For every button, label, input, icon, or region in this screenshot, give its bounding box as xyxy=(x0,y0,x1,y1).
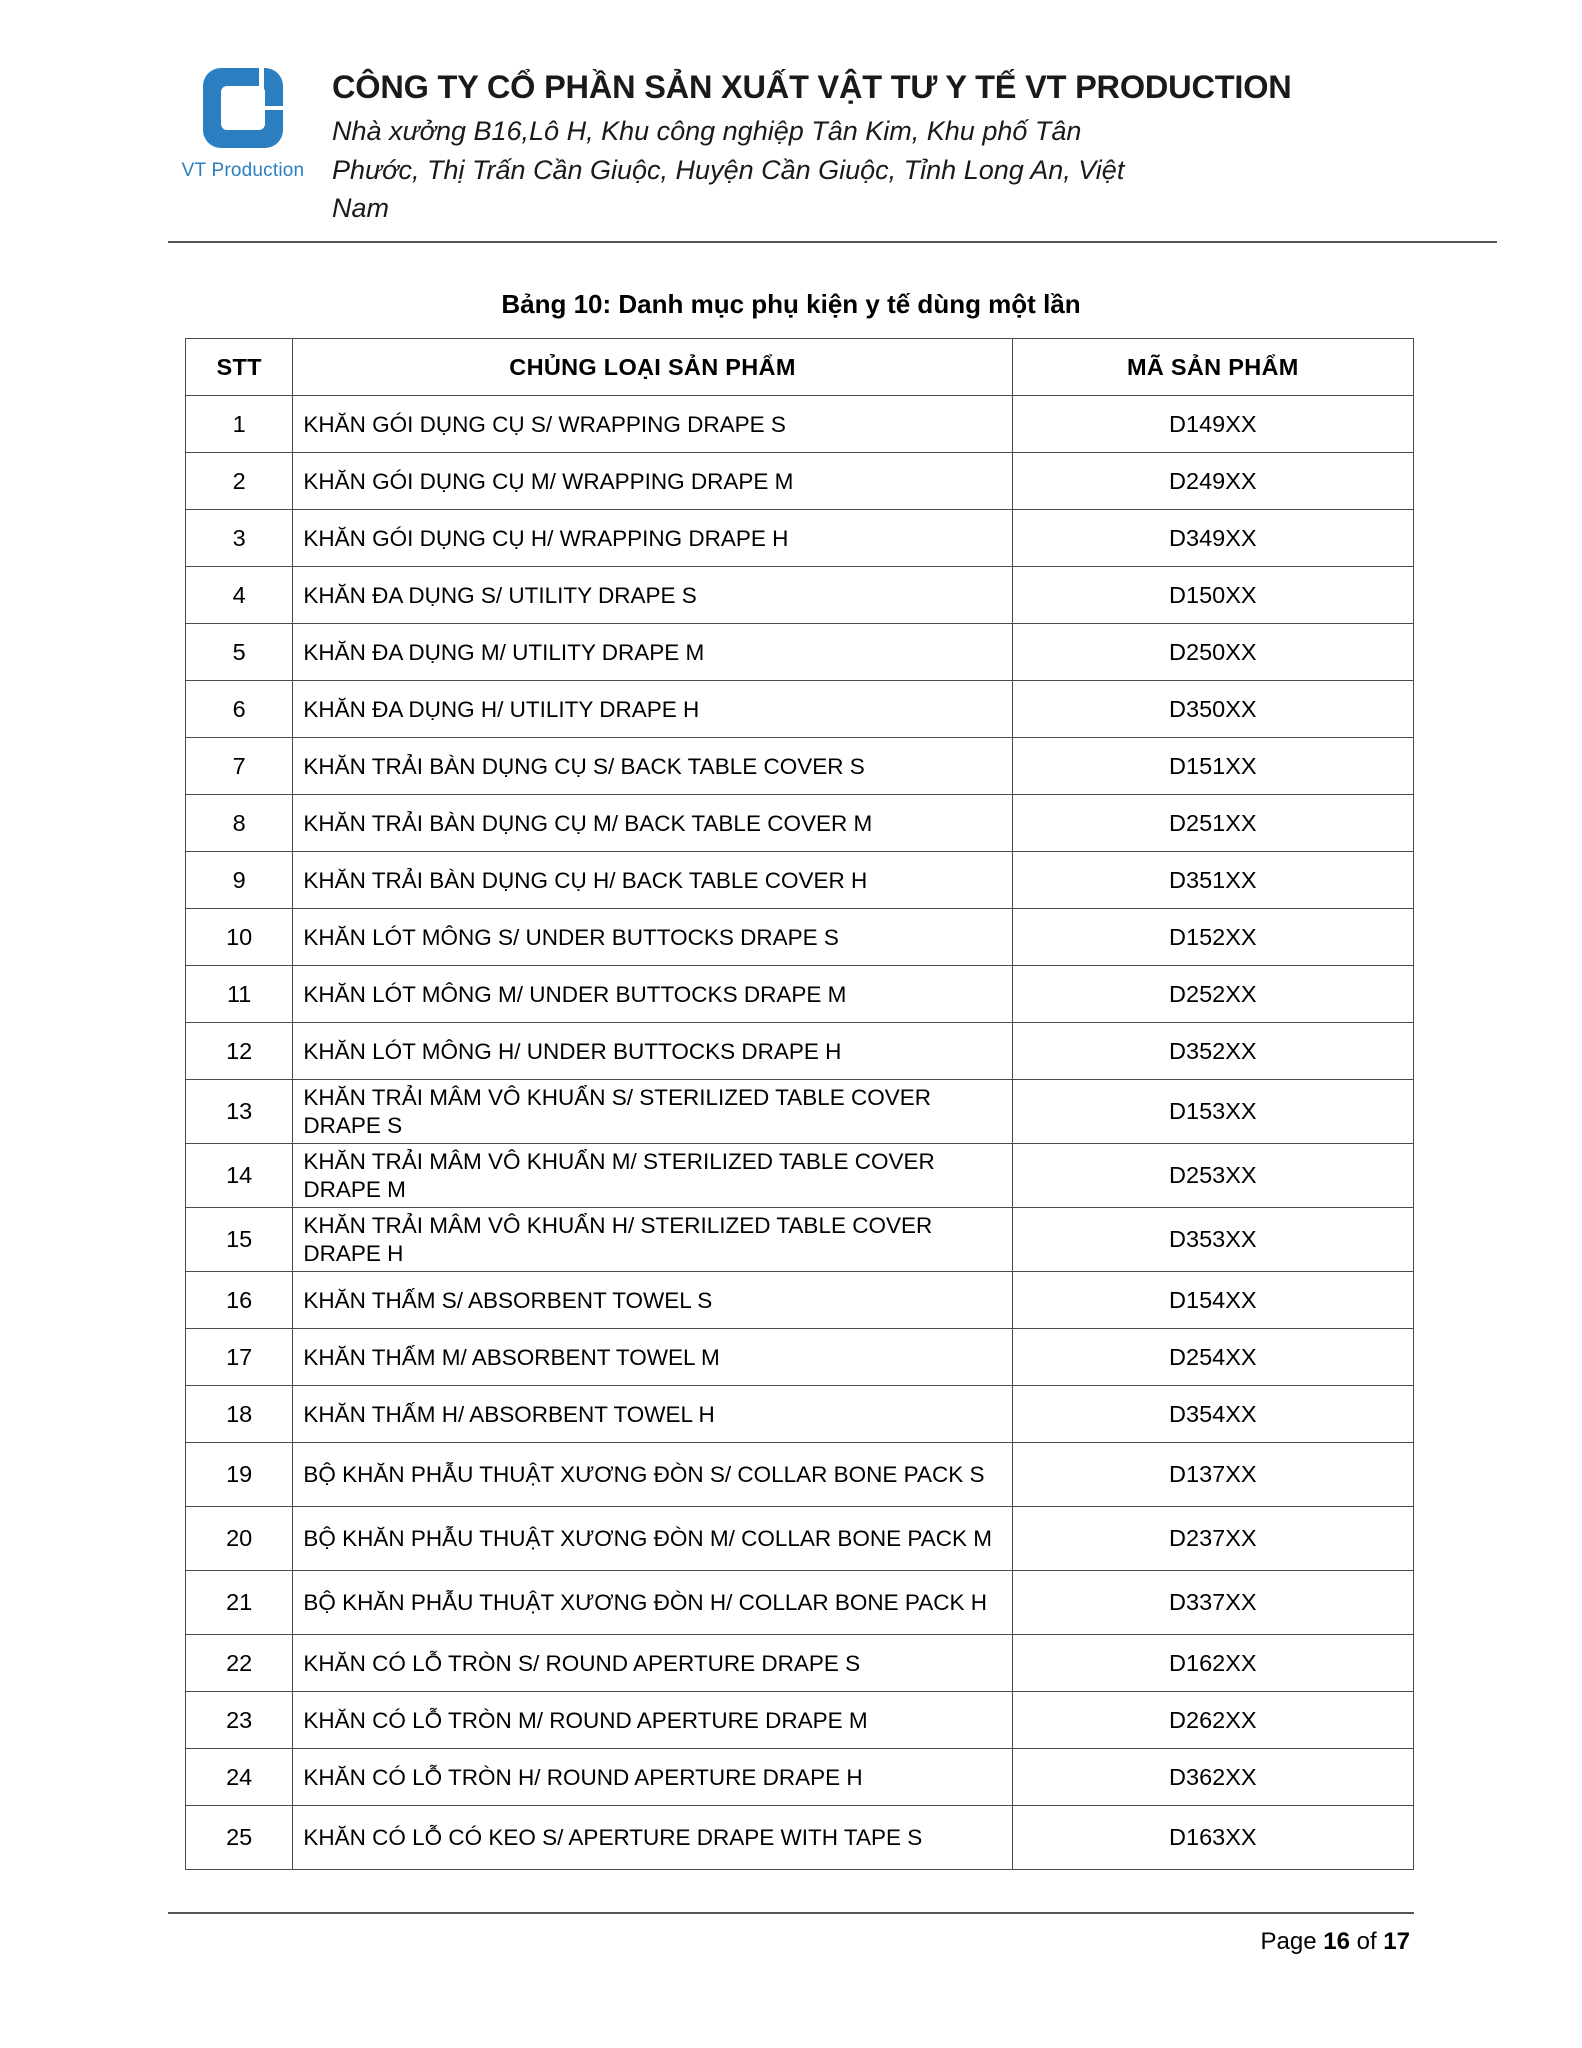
table-row xyxy=(186,1208,1414,1272)
cell-product-code: D237XX xyxy=(1012,1507,1413,1571)
table-row xyxy=(186,909,1414,966)
table-row xyxy=(186,567,1414,624)
cell-product-type: KHĂN LÓT MÔNG S/ UNDER BUTTOCKS DRAPE S xyxy=(293,909,1012,966)
table-row xyxy=(186,1144,1414,1208)
cell-product-code: D153XX xyxy=(1012,1080,1413,1144)
cell-stt: 10 xyxy=(186,909,293,966)
cell-stt: 2 xyxy=(186,453,293,510)
cell-product-type: KHĂN CÓ LỖ TRÒN H/ ROUND APERTURE DRAPE H xyxy=(293,1749,1012,1806)
cell-product-code: D252XX xyxy=(1012,966,1413,1023)
vt-production-logo-icon xyxy=(197,62,289,154)
cell-product-type: BỘ KHĂN PHẪU THUẬT XƯƠNG ĐÒN S/ COLLAR BONE PACK S xyxy=(293,1443,1012,1507)
table-row xyxy=(186,1692,1414,1749)
cell-product-type: KHĂN GÓI DỤNG CỤ S/ WRAPPING DRAPE S xyxy=(293,396,1012,453)
table-row xyxy=(186,795,1414,852)
catalog-table-wrapper xyxy=(185,338,1414,1870)
page-of-label: of xyxy=(1349,1928,1384,1955)
cell-product-type: KHĂN TRẢI BÀN DỤNG CỤ M/ BACK TABLE COVER M xyxy=(293,795,1012,852)
cell-stt: 7 xyxy=(186,738,293,795)
cell-stt: 9 xyxy=(186,852,293,909)
cell-stt: 13 xyxy=(186,1080,293,1144)
cell-product-code: D250XX xyxy=(1012,624,1413,681)
table-row xyxy=(186,852,1414,909)
cell-product-code: D353XX xyxy=(1012,1208,1413,1272)
cell-stt: 20 xyxy=(186,1507,293,1571)
cell-stt: 12 xyxy=(186,1023,293,1080)
logo-caption: VT Production xyxy=(181,160,305,181)
table-row xyxy=(186,453,1414,510)
page-prefix-label: Page xyxy=(1260,1928,1324,1955)
cell-stt: 14 xyxy=(186,1144,293,1208)
cell-stt: 22 xyxy=(186,1635,293,1692)
table-title: Bảng 10: Danh mục phụ kiện y tế dùng một lần xyxy=(501,289,1081,320)
cell-stt: 17 xyxy=(186,1329,293,1386)
cell-stt: 21 xyxy=(186,1571,293,1635)
cell-stt: 6 xyxy=(186,681,293,738)
cell-product-type: KHĂN ĐA DỤNG S/ UTILITY DRAPE S xyxy=(293,567,1012,624)
table-row xyxy=(186,396,1414,453)
cell-product-code: D151XX xyxy=(1012,738,1413,795)
table-body xyxy=(186,396,1414,1870)
cell-product-code: D354XX xyxy=(1012,1386,1413,1443)
table-row xyxy=(186,1386,1414,1443)
cell-product-type: KHĂN TRẢI BÀN DỤNG CỤ S/ BACK TABLE COVER S xyxy=(293,738,1012,795)
cell-product-type: KHĂN LÓT MÔNG M/ UNDER BUTTOCKS DRAPE M xyxy=(293,966,1012,1023)
table-row xyxy=(186,1443,1414,1507)
cell-product-code: D162XX xyxy=(1012,1635,1413,1692)
table-row xyxy=(186,966,1414,1023)
cell-product-code: D349XX xyxy=(1012,510,1413,567)
page-current-number: 16 xyxy=(1323,1928,1350,1955)
cell-product-code: D262XX xyxy=(1012,1692,1413,1749)
cell-product-type: BỘ KHĂN PHẪU THUẬT XƯƠNG ĐÒN M/ COLLAR BONE PACK M xyxy=(293,1507,1012,1571)
cell-product-type: KHĂN TRẢI MÂM VÔ KHUẨN H/ STERILIZED TABLE COVER DRAPE H xyxy=(293,1208,1012,1272)
cell-product-type: KHĂN ĐA DỤNG H/ UTILITY DRAPE H xyxy=(293,681,1012,738)
table-header xyxy=(186,339,1414,396)
page-footer xyxy=(168,1912,1414,1956)
cell-product-type: KHĂN LÓT MÔNG H/ UNDER BUTTOCKS DRAPE H xyxy=(293,1023,1012,1080)
letterhead xyxy=(168,0,1497,227)
cell-product-code: D249XX xyxy=(1012,453,1413,510)
cell-product-code: D137XX xyxy=(1012,1443,1413,1507)
cell-product-type: KHĂN THẤM S/ ABSORBENT TOWEL S xyxy=(293,1272,1012,1329)
cell-product-code: D362XX xyxy=(1012,1749,1413,1806)
table-row xyxy=(186,1571,1414,1635)
table-row xyxy=(186,1635,1414,1692)
cell-product-type: KHĂN CÓ LỖ CÓ KEO S/ APERTURE DRAPE WITH TAPE S xyxy=(293,1806,1012,1870)
footer-divider xyxy=(168,1912,1414,1914)
company-info xyxy=(318,52,1497,227)
cell-product-code: D254XX xyxy=(1012,1329,1413,1386)
table-row xyxy=(186,510,1414,567)
cell-product-code: D150XX xyxy=(1012,567,1413,624)
table-row xyxy=(186,1023,1414,1080)
cell-product-type: KHĂN GÓI DỤNG CỤ H/ WRAPPING DRAPE H xyxy=(293,510,1012,567)
cell-product-type: KHĂN CÓ LỖ TRÒN M/ ROUND APERTURE DRAPE M xyxy=(293,1692,1012,1749)
column-header-stt: STT xyxy=(186,339,293,396)
table-header-row xyxy=(186,339,1414,396)
cell-stt: 24 xyxy=(186,1749,293,1806)
company-name: CÔNG TY CỔ PHẦN SẢN XUẤT VẬT TƯ Y TẾ VT PRODUCTION xyxy=(332,69,1292,105)
page-total-number: 17 xyxy=(1383,1928,1410,1955)
company-address: Nhà xưởng B16,Lô H, Khu công nghiệp Tân Kim, Khu phố Tân Phước, Thị Trấn Cần Giuộc, Huyện Cần Giuộc, Tỉnh Long An, Việt Nam xyxy=(332,116,1125,223)
cell-stt: 5 xyxy=(186,624,293,681)
cell-product-type: BỘ KHĂN PHẪU THUẬT XƯƠNG ĐÒN H/ COLLAR BONE PACK H xyxy=(293,1571,1012,1635)
cell-stt: 23 xyxy=(186,1692,293,1749)
cell-product-code: D337XX xyxy=(1012,1571,1413,1635)
table-row xyxy=(186,1080,1414,1144)
cell-product-code: D352XX xyxy=(1012,1023,1413,1080)
cell-product-type: KHĂN CÓ LỖ TRÒN S/ ROUND APERTURE DRAPE S xyxy=(293,1635,1012,1692)
table-row xyxy=(186,738,1414,795)
company-logo xyxy=(168,52,318,182)
cell-product-type: KHĂN THẤM M/ ABSORBENT TOWEL M xyxy=(293,1329,1012,1386)
cell-product-code: D152XX xyxy=(1012,909,1413,966)
cell-stt: 8 xyxy=(186,795,293,852)
table-row xyxy=(186,1272,1414,1329)
cell-stt: 1 xyxy=(186,396,293,453)
header-divider xyxy=(168,241,1497,243)
cell-product-code: D163XX xyxy=(1012,1806,1413,1870)
table-row xyxy=(186,1329,1414,1386)
column-header-product-code: MÃ SẢN PHẨM xyxy=(1012,339,1413,396)
cell-product-code: D253XX xyxy=(1012,1144,1413,1208)
cell-product-code: D251XX xyxy=(1012,795,1413,852)
table-row xyxy=(186,1749,1414,1806)
column-header-product-type: CHỦNG LOẠI SẢN PHẨM xyxy=(293,339,1012,396)
cell-product-code: D154XX xyxy=(1012,1272,1413,1329)
cell-product-type: KHĂN THẤM H/ ABSORBENT TOWEL H xyxy=(293,1386,1012,1443)
cell-product-code: D351XX xyxy=(1012,852,1413,909)
catalog-table xyxy=(185,338,1414,1870)
cell-stt: 15 xyxy=(186,1208,293,1272)
table-row xyxy=(186,1806,1414,1870)
cell-product-code: D149XX xyxy=(1012,396,1413,453)
table-row xyxy=(186,1507,1414,1571)
cell-product-type: KHĂN TRẢI BÀN DỤNG CỤ H/ BACK TABLE COVER H xyxy=(293,852,1012,909)
cell-stt: 18 xyxy=(186,1386,293,1443)
cell-stt: 4 xyxy=(186,567,293,624)
cell-product-type: KHĂN ĐA DỤNG M/ UTILITY DRAPE M xyxy=(293,624,1012,681)
cell-product-type: KHĂN TRẢI MÂM VÔ KHUẨN S/ STERILIZED TABLE COVER DRAPE S xyxy=(293,1080,1012,1144)
cell-stt: 16 xyxy=(186,1272,293,1329)
page-number xyxy=(168,1928,1414,1956)
table-row xyxy=(186,681,1414,738)
cell-product-type: KHĂN GÓI DỤNG CỤ M/ WRAPPING DRAPE M xyxy=(293,453,1012,510)
cell-stt: 25 xyxy=(186,1806,293,1870)
cell-stt: 11 xyxy=(186,966,293,1023)
cell-product-code: D350XX xyxy=(1012,681,1413,738)
cell-product-type: KHĂN TRẢI MÂM VÔ KHUẨN M/ STERILIZED TABLE COVER DRAPE M xyxy=(293,1144,1012,1208)
cell-stt: 19 xyxy=(186,1443,293,1507)
table-row xyxy=(186,624,1414,681)
cell-stt: 3 xyxy=(186,510,293,567)
